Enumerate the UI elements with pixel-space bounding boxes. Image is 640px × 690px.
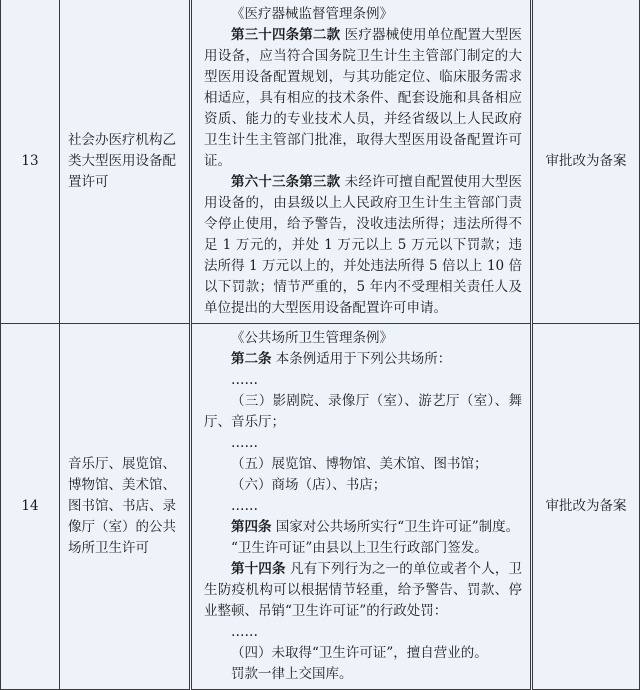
ellipsis: …… — [231, 624, 258, 640]
article-heading: 第三十四条第二款 — [231, 27, 341, 43]
article-text: 本条例适用于下列公共场所： — [271, 351, 452, 367]
article-paragraph — [204, 349, 522, 370]
article-text: 国家对公共场所实行“卫生许可证”制度。 — [271, 519, 520, 535]
article-heading: 第六十三条第三款 — [231, 174, 341, 190]
license-item: 社会办医疗机构乙类大型医用设备配置许可 — [60, 0, 191, 324]
article-paragraph — [204, 517, 522, 538]
law-title: 《医疗器械监督管理条例》 — [231, 6, 393, 22]
article-paragraph — [204, 172, 522, 319]
legal-basis — [191, 324, 532, 690]
list-item: （五）展览馆、博物馆、美术馆、图书馆； — [231, 456, 488, 472]
table-row — [1, 0, 640, 324]
table-row — [1, 324, 640, 690]
article-paragraph — [204, 559, 522, 622]
article-heading: 第四条 — [231, 519, 272, 535]
ellipsis: …… — [231, 372, 258, 388]
ellipsis: …… — [231, 435, 258, 451]
article-heading: 第十四条 — [231, 561, 286, 577]
list-item: （四）未取得“卫生许可证”，擅自营业的。 — [231, 645, 488, 661]
article-paragraph: 罚款一律上交国库。 — [231, 666, 353, 682]
row-number: 14 — [1, 324, 60, 690]
article-text: 未经许可擅自配置使用大型医用设备的，由县级以上人民政府卫生计生主管部门责令停止使用，给予警告，没收违法所得；违法所得不足 1 万元的，并处 1 万元以上 5 万元以下罚款；违法所得 1 万元以上的，并处违法所得 5 倍以上 10 倍以下罚款；情节严重的，5 年内不受理相关责任人及单位提出的大型医用设备配置许可申请。 — [204, 174, 523, 316]
law-title: 《公共场所卫生管理条例》 — [231, 330, 393, 346]
article-heading: 第二条 — [231, 351, 272, 367]
row-number: 13 — [1, 0, 60, 324]
legal-basis — [191, 0, 532, 324]
reform-method: 审批改为备案 — [532, 0, 640, 324]
list-item: （三）影剧院、录像厅（室）、游艺厅（室）、舞厅、音乐厅； — [204, 393, 522, 430]
ellipsis: …… — [231, 498, 258, 514]
article-text: 凡有下列行为之一的单位或者个人，卫生防疫机构可以根据情节轻重，给予警告、罚款、停业整顿、吊销“卫生许可证”的行政处罚： — [204, 561, 523, 619]
reform-method: 审批改为备案 — [532, 324, 640, 690]
license-item: 音乐厅、展览馆、博物馆、美术馆、图书馆、书店、录像厅（室）的公共场所卫生许可 — [60, 324, 191, 690]
article-paragraph — [204, 25, 522, 172]
list-item: （六）商场（店）、书店； — [231, 477, 387, 493]
article-paragraph: “卫生许可证”由县以上卫生行政部门签发。 — [231, 540, 488, 556]
article-text: 医疗器械使用单位配置大型医用设备，应当符合国务院卫生计生主管部门制定的大型医用设备配置规划，与其功能定位、临床服务需求相适应，具有相应的技术条件、配套设施和具备相应资质、能力的专业技术人员，并经省级以上人民政府卫生计生主管部门批准，取得大型医用设备配置许可证。 — [204, 27, 523, 169]
